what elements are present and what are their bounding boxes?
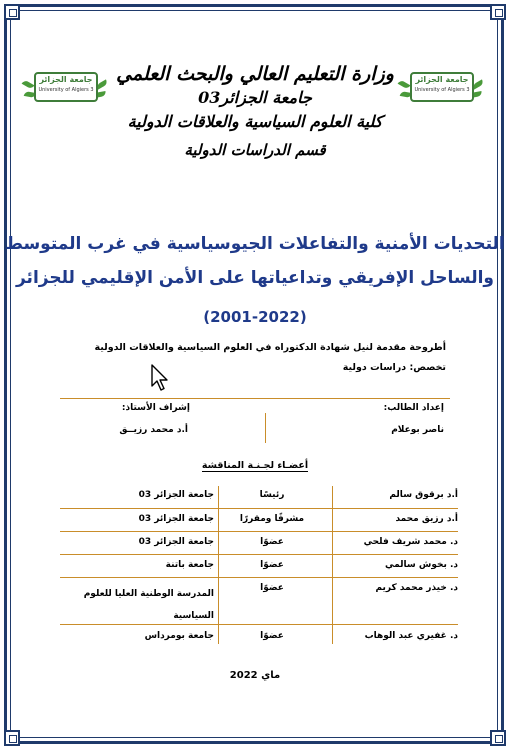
member-role: رئيسًا bbox=[259, 490, 285, 500]
member-name: أ.د برقوق سالم bbox=[389, 490, 458, 500]
institution-header bbox=[0, 62, 510, 162]
member-role: عضوًا bbox=[260, 560, 284, 570]
member-role: عضوًا bbox=[260, 537, 284, 547]
corner-ornament bbox=[4, 4, 20, 20]
corner-ornament bbox=[490, 4, 506, 20]
member-name: د. غفيري عبد الوهاب bbox=[364, 631, 458, 641]
member-name: أ.د رزيق محمد bbox=[395, 514, 458, 524]
thesis-title-line-2: والساحل الإفريقي وتداعياتها على الأمن الإقليمي للجزائر bbox=[15, 268, 495, 288]
submission-date: ماي 2022 bbox=[229, 670, 281, 681]
supervisor-name: أ.د محمد رزيــق bbox=[119, 425, 188, 435]
member-name: د. خيذر محمد كريم bbox=[375, 583, 458, 593]
member-institution: جامعة الجزائر 03 bbox=[138, 514, 214, 524]
university-name: جامعة الجزائر03 bbox=[198, 88, 312, 107]
member-institution: جامعة باتنة bbox=[165, 560, 214, 570]
member-role: عضوًا bbox=[260, 583, 284, 593]
table-row bbox=[60, 625, 458, 649]
mouse-cursor-icon bbox=[150, 364, 170, 392]
logo-arabic-text: جامعة الجزائر bbox=[415, 75, 469, 84]
column-divider bbox=[332, 486, 333, 644]
jury-table bbox=[60, 486, 458, 649]
table-row bbox=[60, 532, 458, 555]
column-divider bbox=[218, 486, 219, 644]
ministry-name: وزارة التعليم العالي والبحث العلمي bbox=[116, 63, 394, 85]
corner-ornament bbox=[4, 730, 20, 746]
member-institution: جامعة الجزائر 03 bbox=[138, 490, 214, 500]
committee-title-text: أعضـاء لجـنـة المناقشة bbox=[201, 460, 309, 471]
preparation-table bbox=[60, 398, 450, 443]
supervisor-label: إشراف الأستاذ: bbox=[121, 403, 190, 413]
degree-statement: أطروحة مقدمة لنيل شهادة الدكتوراه في العلوم السياسية والعلاقات الدولية bbox=[94, 342, 446, 353]
logo-english-text: University of Algiers 3 bbox=[414, 87, 470, 93]
member-institution: المدرسة الوطنية العليا للعلوم السياسية bbox=[83, 589, 214, 621]
specialty: تخصص: دراسات دولية bbox=[342, 362, 446, 373]
corner-ornament bbox=[490, 730, 506, 746]
member-role: مشرفًا ومقررًا bbox=[239, 514, 305, 524]
logo-arabic-text: جامعة الجزائر bbox=[39, 75, 93, 84]
member-name: د. محمد شريف فلحي bbox=[363, 537, 458, 547]
table-row bbox=[60, 578, 458, 625]
student-label: إعداد الطالب: bbox=[383, 403, 444, 413]
member-name: د. بخوش سالمي bbox=[385, 560, 458, 570]
faculty-name: كلية العلوم السياسية والعلاقات الدولية bbox=[127, 112, 383, 131]
member-institution: جامعة بومرداس bbox=[144, 631, 214, 641]
student-name: ناصر بوعلام bbox=[391, 425, 444, 435]
table-row bbox=[60, 486, 458, 509]
department-name: قسم الدراسات الدولية bbox=[184, 141, 326, 159]
member-institution: جامعة الجزائر 03 bbox=[138, 537, 214, 547]
thesis-period: (2001-2022) bbox=[203, 308, 307, 326]
table-row bbox=[60, 509, 458, 532]
thesis-title-line-1: التحديات الأمنية والتفاعلات الجيوسياسية في غرب المتوسط bbox=[5, 234, 505, 254]
member-role: عضوًا bbox=[260, 631, 284, 641]
table-row bbox=[60, 555, 458, 578]
logo-english-text: University of Algiers 3 bbox=[38, 87, 94, 93]
committee-title bbox=[0, 460, 510, 471]
column-divider bbox=[265, 413, 266, 443]
